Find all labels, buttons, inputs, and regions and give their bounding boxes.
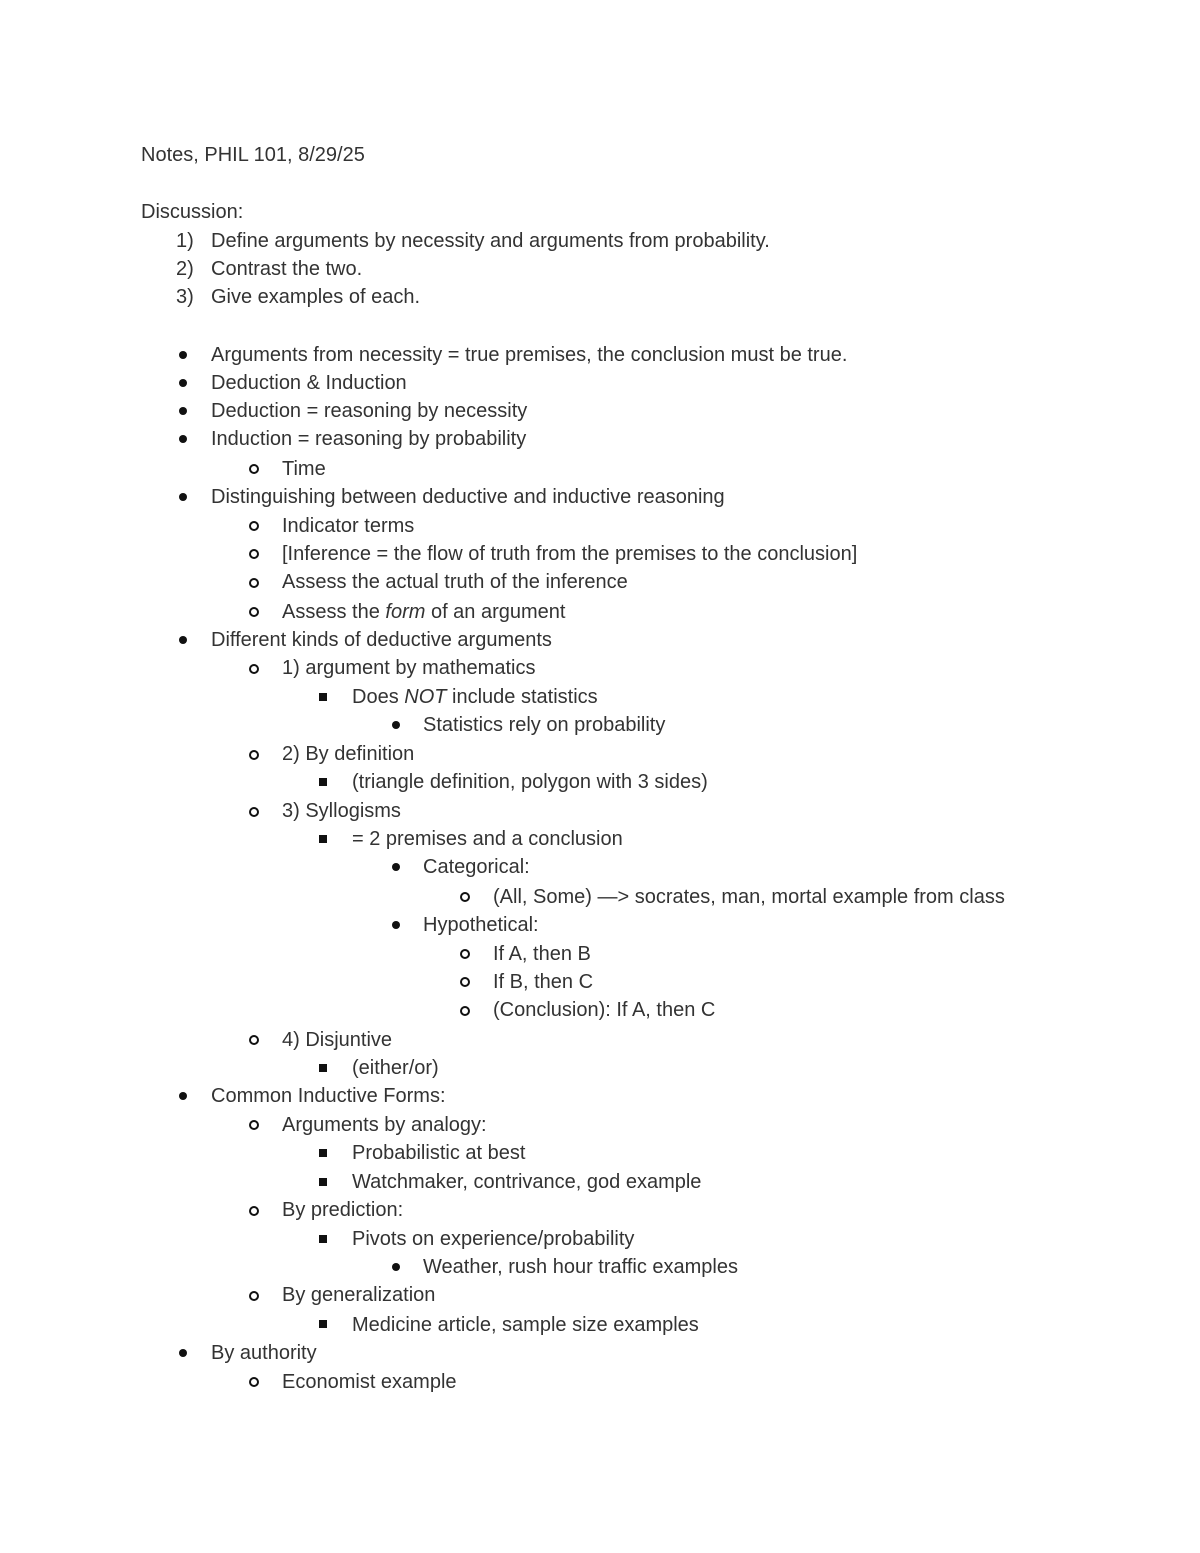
list-item: (All, Some) —> socrates, man, mortal example from class [493,886,1005,908]
list-item: Time [282,458,326,480]
list-item: If B, then C [493,971,594,993]
bullet-circle-icon [249,607,259,617]
list-item: (triangle definition, polygon with 3 sides) [352,771,708,793]
bullet-square-icon [319,778,327,786]
bullet-disc-icon [392,1263,400,1271]
list-item: Indicator terms [282,515,415,537]
bullet-circle-icon [249,1120,259,1130]
bullet-circle-icon [249,1377,259,1387]
list-item: Distinguishing between deductive and inductive reasoning [211,486,725,508]
list-item: 3) Syllogisms [282,800,401,822]
question-number: 1) [176,230,194,252]
bullet-square-icon [319,1149,327,1157]
discussion-heading: Discussion: [141,201,244,223]
list-item: Weather, rush hour traffic examples [423,1256,738,1278]
question-text: Contrast the two. [211,258,363,280]
list-item: Pivots on experience/probability [352,1228,635,1250]
bullet-disc-icon [179,493,187,501]
list-item: Statistics rely on probability [423,714,666,736]
bullet-circle-icon [460,1006,470,1016]
list-item: (Conclusion): If A, then C [493,999,716,1021]
list-item: Assess the actual truth of the inference [282,571,628,593]
list-item: Probabilistic at best [352,1142,526,1164]
text-run-italic: NOT [404,686,447,708]
bullet-disc-icon [179,636,187,644]
bullet-square-icon [319,1178,327,1186]
bullet-disc-icon [179,407,187,415]
text-run: of an argument [425,601,566,623]
list-item: Arguments from necessity = true premises, the conclusion must be true. [211,344,848,366]
bullet-square-icon [319,835,327,843]
bullet-square-icon [319,1235,327,1243]
bullet-circle-icon [249,549,259,559]
bullet-circle-icon [460,892,470,902]
bullet-disc-icon [392,721,400,729]
list-item: Deduction & Induction [211,372,407,394]
bullet-circle-icon [249,1035,259,1045]
list-item [352,685,598,709]
page-title: Notes, PHIL 101, 8/29/25 [141,144,365,166]
bullet-disc-icon [392,863,400,871]
list-item: (either/or) [352,1057,439,1079]
bullet-disc-icon [179,379,187,387]
question-number: 3) [176,286,194,308]
list-item: 4) Disjuntive [282,1029,393,1051]
list-item: If A, then B [493,943,591,965]
list-item: 1) argument by mathematics [282,657,536,679]
list-item: [Inference = the flow of truth from the premises to the conclusion] [282,543,858,565]
bullet-circle-icon [249,521,259,531]
list-item: Hypothetical: [423,914,539,936]
question-number: 2) [176,258,194,280]
text-run: Does [352,686,405,708]
bullet-circle-icon [249,1206,259,1216]
list-item: Different kinds of deductive arguments [211,629,552,651]
list-item: = 2 premises and a conclusion [352,828,623,850]
bullet-circle-icon [249,578,259,588]
text-run: include statistics [446,686,598,708]
list-item: By authority [211,1342,317,1364]
list-item: Common Inductive Forms: [211,1085,446,1107]
text-run-italic: form [385,601,426,623]
bullet-disc-icon [179,1349,187,1357]
bullet-disc-icon [179,1092,187,1100]
list-item: By generalization [282,1284,436,1306]
bullet-square-icon [319,1064,327,1072]
list-item: Watchmaker, contrivance, god example [352,1171,702,1193]
list-item: Economist example [282,1371,457,1393]
question-text: Give examples of each. [211,286,420,308]
bullet-circle-icon [249,664,259,674]
bullet-circle-icon [249,1291,259,1301]
bullet-circle-icon [249,464,259,474]
list-item: Categorical: [423,856,530,878]
list-item: 2) By definition [282,743,415,765]
list-item: Arguments by analogy: [282,1114,487,1136]
list-item: Deduction = reasoning by necessity [211,400,528,422]
list-item: Induction = reasoning by probability [211,428,527,450]
list-item: Medicine article, sample size examples [352,1314,699,1336]
bullet-square-icon [319,1320,327,1328]
question-text: Define arguments by necessity and arguments from probability. [211,230,770,252]
bullet-disc-icon [392,921,400,929]
bullet-disc-icon [179,435,187,443]
bullet-square-icon [319,693,327,701]
text-run: Assess the [282,601,386,623]
bullet-circle-icon [460,949,470,959]
list-item: By prediction: [282,1199,404,1221]
bullet-circle-icon [460,977,470,987]
bullet-circle-icon [249,750,259,760]
bullet-circle-icon [249,807,259,817]
list-item [282,600,565,624]
bullet-disc-icon [179,351,187,359]
